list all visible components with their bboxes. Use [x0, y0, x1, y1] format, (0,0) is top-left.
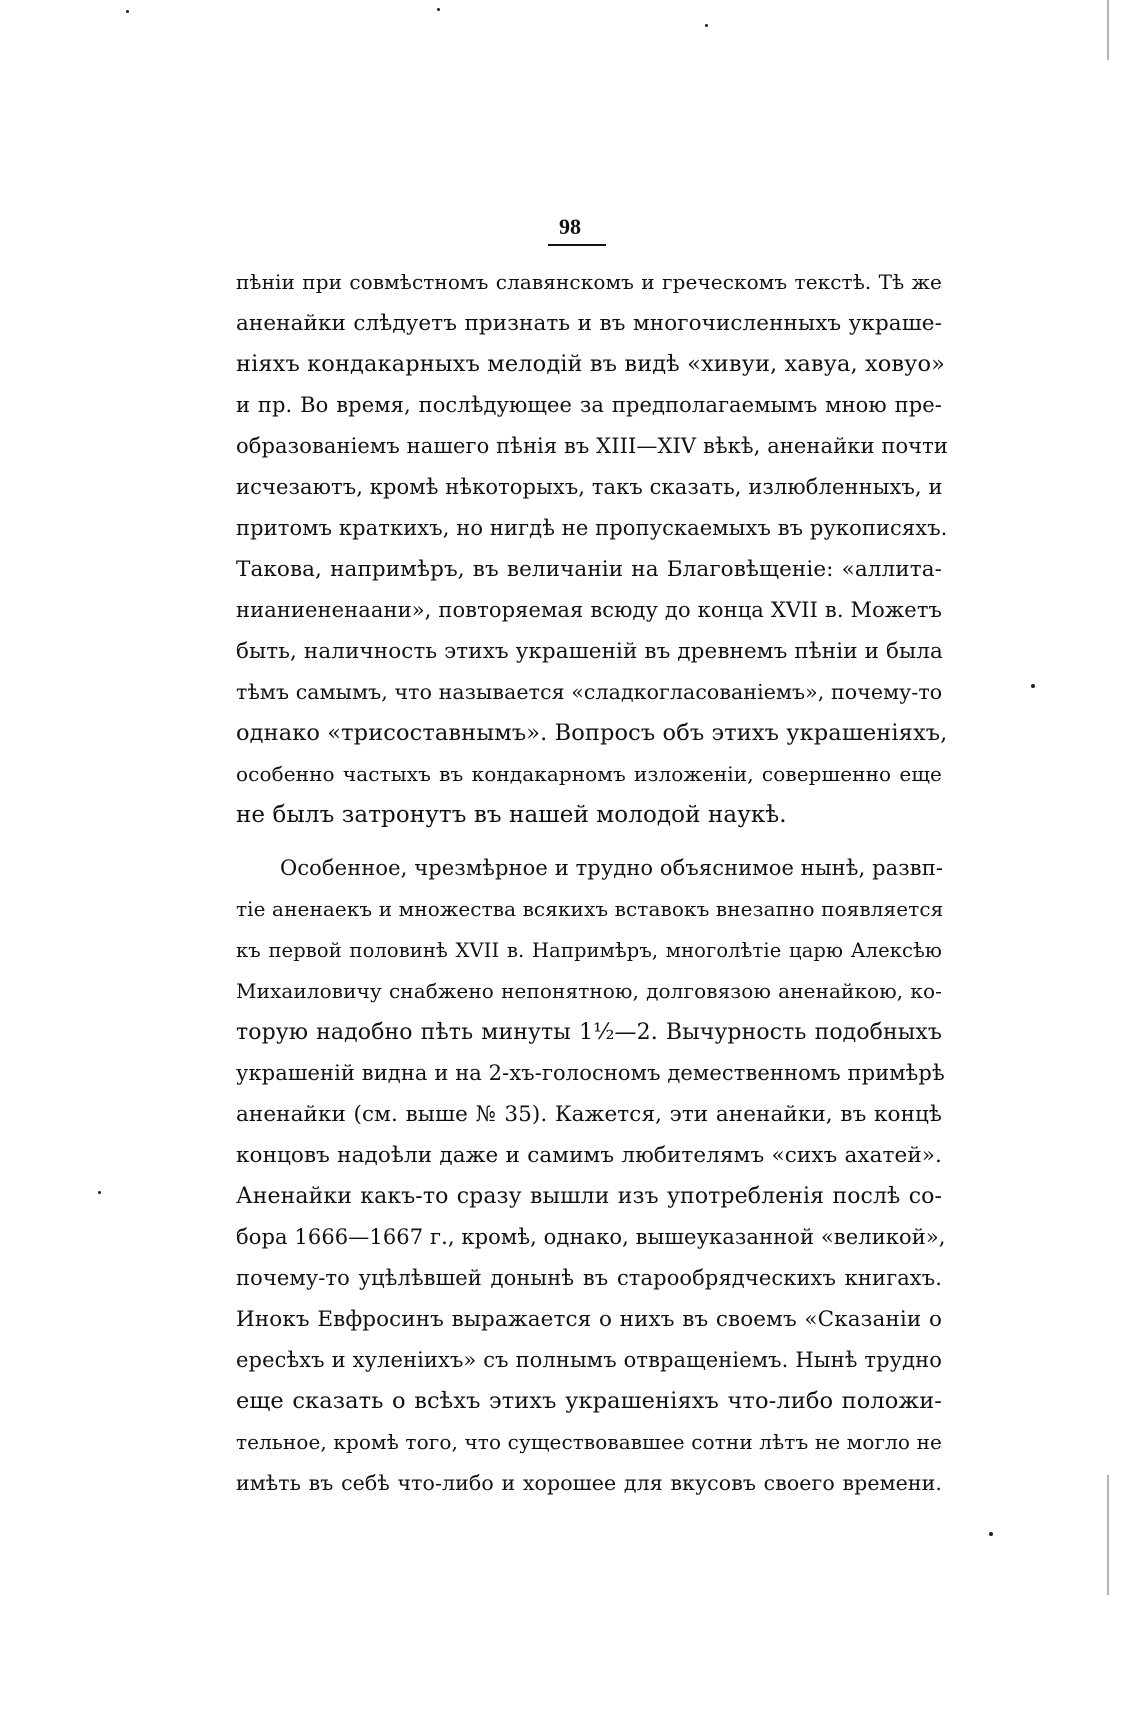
text-line: аненайки (см. выше № 35). Кажется, эти аненайки, въ концѣ	[236, 1102, 942, 1127]
text-line: притомъ краткихъ, но нигдѣ не пропускаемыхъ въ рукописяхъ.	[236, 516, 948, 540]
text-line: образованіемъ нашего пѣнія въ XIII—XIV вѣкѣ, аненайки почти	[236, 434, 948, 458]
text-line: ніяхъ кондакарныхъ мелодій въ видѣ «хивуи, хавуа, ховуо»	[236, 351, 946, 377]
scan-speck	[705, 24, 708, 27]
scan-speck	[126, 10, 129, 13]
text-line: и пр. Во время, послѣдующее за предполагаемымъ мною пре-	[236, 393, 942, 417]
scan-speck	[989, 1532, 993, 1536]
scan-speck	[1031, 684, 1035, 688]
text-line: быть, наличность этихъ украшеній въ древнемъ пѣніи и была	[236, 639, 943, 664]
text-line: Аненайки какъ-то сразу вышли изъ употребленія послѣ со-	[236, 1184, 942, 1209]
text-line: бора 1666—1667 г., кромѣ, однако, вышеуказанной «великой»,	[236, 1225, 946, 1249]
page-number: 98	[559, 214, 581, 239]
text-line: аненайки слѣдуетъ признать и въ многочисленныхъ украше-	[236, 311, 942, 336]
text-line: къ первой половинѣ XVII в. Напримѣръ, многолѣтіе царю Алексѣю	[236, 939, 942, 962]
scan-edge-line	[1107, 0, 1109, 60]
text-line: торую надобно пѣть минуты 1½—2. Вычурность подобныхъ	[236, 1020, 942, 1045]
paragraph-2	[236, 848, 946, 1504]
text-line: ересѣхъ и хуленіихъ» съ полнымъ отвращеніемъ. Нынѣ трудно	[236, 1348, 942, 1372]
text-line: почему-то уцѣлѣвшей донынѣ въ старообрядческихъ книгахъ.	[236, 1266, 942, 1290]
text-line: тіе аненаекъ и множества всякихъ вставокъ внезапно появляется	[236, 897, 944, 921]
text-line: Особенное, чрезмѣрное и трудно объяснимое нынѣ, развп-	[280, 856, 944, 880]
text-line: имѣть въ себѣ что-либо и хорошее для вкусовъ своего времени.	[236, 1471, 942, 1495]
text-line: не былъ затронутъ въ нашей молодой наукѣ.	[236, 802, 787, 828]
text-line: тѣмъ самымъ, что называется «сладкогласованіемъ», почему-то	[236, 680, 943, 704]
text-line: исчезаютъ, кромѣ нѣкоторыхъ, такъ сказать, излюбленныхъ, и	[236, 475, 943, 499]
paragraph-1	[236, 262, 948, 836]
text-line: Инокъ Евфросинъ выражается о нихъ въ своемъ «Сказаніи о	[236, 1307, 942, 1332]
text-line: нианиененаани», повторяемая всюду до конца XVII в. Можетъ	[236, 598, 942, 622]
scan-speck	[437, 8, 440, 11]
text-line: еще сказать о всѣхъ этихъ украшеніяхъ что-либо положи-	[236, 1388, 942, 1414]
text-line: украшеній видна и на 2-хъ-голосномъ демественномъ примѣрѣ	[236, 1061, 945, 1085]
page-number-rule	[548, 244, 606, 246]
scan-speck	[98, 1191, 101, 1194]
text-line: Михаиловичу снабжено непонятною, долговязою аненайкою, ко-	[236, 979, 942, 1003]
text-line: концовъ надоѣли даже и самимъ любителямъ «сихъ ахатей».	[236, 1143, 942, 1168]
text-line: особенно частыхъ въ кондакарномъ изложеніи, совершенно еще	[236, 762, 942, 786]
text-line: однако «трисоставнымъ». Вопросъ объ этихъ украшеніяхъ,	[236, 720, 948, 746]
text-line: тельное, кромѣ того, что существовавшее сотни лѣтъ не могло не	[236, 1430, 942, 1454]
scan-edge-line	[1107, 1475, 1109, 1595]
body-text	[236, 262, 948, 1504]
text-line: пѣніи при совмѣстномъ славянскомъ и греческомъ текстѣ. Тѣ же	[236, 270, 942, 294]
paragraph-gap	[236, 836, 942, 848]
text-line: Такова, напримѣръ, въ величаніи на Благовѣщеніе: «аллита-	[236, 557, 942, 582]
